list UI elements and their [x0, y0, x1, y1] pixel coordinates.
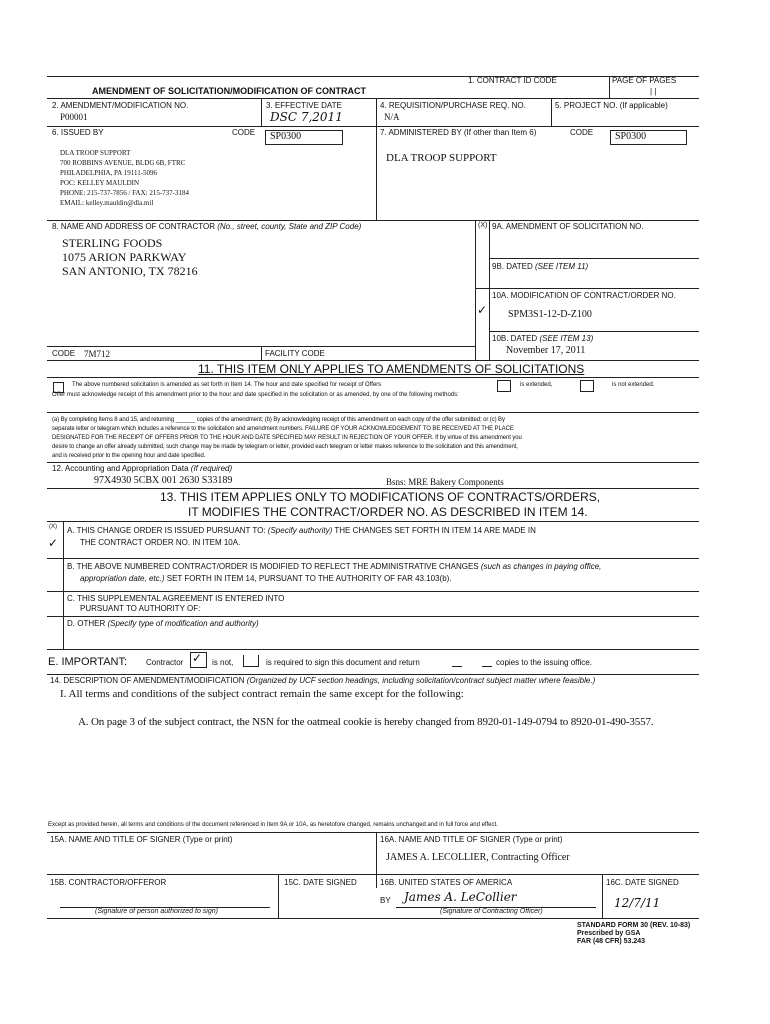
item-10b-value: November 17, 2011: [506, 345, 586, 356]
std-line: Prescribed by GSA: [577, 930, 641, 937]
item-13d-line: [67, 619, 259, 628]
item-13b-text-2: SET FORTH IN ITEM 14, PURSUANT TO THE AUTHORITY OF FAR 43.103(b).: [166, 574, 452, 583]
divider: [551, 98, 552, 126]
16a-value: JAMES A. LECOLLIER, Contracting Officer: [386, 852, 570, 863]
item-10a-label: 10A. MODIFICATION OF CONTRACT/ORDER NO.: [492, 291, 676, 300]
instruction-line: separate letter or telegram which includes a reference to the solicitation and amendment numbers. FAILURE OF YOUR ACKNOWLEDGEMENT TO BE RECEIVED AT THE PLACE: [52, 426, 514, 432]
divider: [475, 288, 699, 289]
divider: [47, 674, 699, 675]
facility-code-label: FACILITY CODE: [265, 349, 325, 358]
accounting-data-value: 97X4930 5CBX 001 2630 S33189: [94, 475, 233, 486]
divider: [47, 832, 699, 833]
standard-form-info: [577, 922, 690, 946]
16c-label: 16C. DATE SIGNED: [606, 878, 679, 887]
contractor-code-label: CODE: [52, 349, 76, 358]
x-column-label: (X): [49, 524, 57, 530]
by-label: BY: [380, 896, 391, 905]
15a-label: 15A. NAME AND TITLE OF SIGNER (Type or print): [50, 835, 233, 844]
item-10b-text: 10B. DATED: [492, 334, 538, 343]
item-10a-value: SPM3S1-12-D-Z100: [508, 309, 592, 320]
issuer-line: 700 ROBBINS AVENUE, BLDG 6B, FTRC: [60, 159, 186, 167]
15b-signature-caption: (Signature of person authorized to sign): [95, 908, 218, 915]
item-13b-line1: [67, 562, 601, 571]
item-9b-label: [492, 262, 588, 271]
extended-checkbox[interactable]: [497, 380, 511, 392]
divider: [489, 220, 490, 360]
item-9a-label: 9A. AMENDMENT OF SOLICITATION NO.: [492, 222, 644, 231]
divider: [609, 76, 610, 98]
contractor-line: 1075 ARION PARKWAY: [62, 250, 187, 264]
item-13b-italic: (such as changes in paying office,: [480, 562, 602, 571]
item-13-title-1: 13. THIS ITEM APPLIES ONLY TO MODIFICATIONS OF CONTRACTS/ORDERS,: [160, 490, 601, 504]
contractor-code-value: 7M712: [84, 349, 111, 359]
contractor-name-label: [52, 222, 361, 231]
divider: [47, 220, 699, 221]
accounting-description: Bsns: MRE Bakery Components: [386, 477, 504, 487]
item-13b-line2: [80, 574, 452, 583]
is-not-check: ✓: [192, 651, 203, 665]
item-13c-line2: PURSUANT TO AUTHORITY OF:: [80, 604, 201, 613]
item-13a-line1: [67, 526, 536, 535]
divider: [475, 220, 476, 360]
item-11-title: [198, 362, 584, 376]
contractor-line: SAN ANTONIO, TX 78216: [62, 264, 198, 278]
item-14-text: 14. DESCRIPTION OF AMENDMENT/MODIFICATION: [50, 676, 245, 685]
issuer-line: POC: KELLEY MAULDIN: [60, 179, 140, 187]
std-line: STANDARD FORM 30 (REV. 10-83): [577, 922, 691, 929]
divider: [47, 488, 699, 489]
item-10b-label: [492, 334, 593, 343]
item-11-line1: The above numbered solicitation is amended as set forth in Item 14. The hour and date specified for receipt of Offers: [72, 382, 382, 388]
item-10b-italic: (SEE ITEM 13): [539, 334, 594, 343]
copies-label: copies to the issuing office.: [496, 658, 592, 667]
item-9b-italic: (SEE ITEM 11): [534, 262, 589, 271]
date-signed-value: 12/7/11: [614, 896, 661, 910]
issuer-address: [60, 148, 189, 208]
x-column-label: (X): [478, 222, 488, 229]
divider: [47, 126, 699, 127]
item-13a-check: ✓: [48, 536, 59, 550]
divider: [376, 832, 377, 888]
item-11-line2: Offer must acknowledge receipt of this amendment prior to the hour and date specified in the solicitation or as amended, by one of the following methods:: [52, 392, 459, 398]
contractor-line: STERLING FOODS: [62, 236, 163, 250]
item-11-instructions: [52, 416, 522, 461]
item-14-label: [50, 676, 595, 685]
is-required-label: is required to sign this document and return: [266, 658, 420, 667]
divider: [261, 98, 262, 126]
divider: [376, 98, 377, 126]
divider: [47, 412, 699, 413]
extended-label: is extended,: [520, 382, 553, 388]
divider: [602, 874, 603, 918]
item-13d-italic: (Specify type of modification and authority): [107, 619, 259, 628]
except-statement: Except as provided herein, all terms and conditions of the document referenced in Item 9A or 10A, as heretofore changed, remains unchanged and in full force and effect.: [48, 822, 498, 828]
instruction-line: and is received prior to the opening hour and date specified.: [52, 453, 206, 459]
page-values: | |: [650, 87, 657, 96]
contractor-label: Contractor: [146, 658, 184, 667]
item-14-italic: (Organized by UCF section headings, including solicitation/contract subject matter where feasible.): [246, 676, 596, 685]
item-13-title-2: IT MODIFIES THE CONTRACT/ORDER NO. AS DESCRIBED IN ITEM 14.: [188, 505, 588, 519]
not-extended-label: is not extended.: [612, 382, 655, 388]
item-13a-rest: THE CHANGES SET FORTH IN ITEM 14 ARE MADE IN: [334, 526, 536, 535]
divider: [452, 666, 462, 667]
issuer-line: PHONE: 215-737-7856 / FAX: 215-737-3184: [60, 189, 189, 197]
page-label: PAGE OF PAGES: [612, 76, 677, 85]
amendment-no-label: 2. AMENDMENT/MODIFICATION NO.: [52, 101, 189, 110]
divider: [47, 558, 699, 559]
administered-by-value: DLA TROOP SUPPORT: [386, 152, 497, 164]
item-11-title-text: 11. THIS ITEM ONLY APPLIES TO AMENDMENTS OF SOLICITATIONS: [198, 362, 585, 376]
item-14-line1: I. All terms and conditions of the subject contract remain the same except for the following:: [60, 688, 464, 700]
not-extended-checkbox[interactable]: [580, 380, 594, 392]
item-12-italic: (If required): [190, 464, 233, 473]
divider: [47, 462, 699, 463]
item-14-line2: A. On page 3 of the subject contract, the NSN for the oatmeal cookie is hereby changed from 8920-01-149-0794 to 8920-01-490-3557.: [78, 716, 654, 728]
item-13b-italic-2: appropriation date, etc.): [80, 574, 165, 583]
15b-label: 15B. CONTRACTOR/OFFEROR: [50, 878, 167, 887]
contractor-name-label-text: 8. NAME AND ADDRESS OF CONTRACTOR: [52, 222, 215, 231]
divider: [482, 666, 492, 667]
item-13c-line1: C. THIS SUPPLEMENTAL AGREEMENT IS ENTERED INTO: [67, 594, 285, 603]
effective-date-value: DSC 7,2011: [270, 110, 343, 124]
contractor-name-label-italic: (No., street, county, State and ZIP Code): [217, 222, 362, 231]
16b-signature-caption: (Signature of Contracting Officer): [440, 908, 543, 915]
contractor-address: [62, 236, 198, 278]
project-label: 5. PROJECT NO. (If applicable): [555, 101, 668, 110]
divider: [47, 616, 699, 617]
administered-by-label: 7. ADMINISTERED BY (If other than Item 6): [380, 128, 537, 137]
contracting-officer-signature: James A. LeCollier: [404, 890, 517, 904]
issued-by-label: 6. ISSUED BY: [52, 128, 104, 137]
divider: [47, 98, 699, 99]
form-title: AMENDMENT OF SOLICITATION/MODIFICATION OF CONTRACT: [92, 86, 366, 96]
instruction-line: (a) By completing Items 8 and 15, and returning ______ copies of the amendment; (b) By acknowledging receipt of this amendment on each copy of the offer submitted; or (c) By: [52, 417, 505, 423]
admin-code-value: SP0300: [615, 131, 647, 142]
divider: [47, 649, 699, 650]
admin-code-label: CODE: [570, 128, 594, 137]
issued-code-label: CODE: [232, 128, 256, 137]
item-13b-text: B. THE ABOVE NUMBERED CONTRACT/ORDER IS MODIFIED TO REFLECT THE ADMINISTRATIVE CHANGES: [67, 562, 479, 571]
is-required-checkbox[interactable]: [243, 655, 259, 667]
divider: [278, 874, 279, 918]
item-13d-text: D. OTHER: [67, 619, 106, 628]
contract-id-label: 1. CONTRACT ID CODE: [468, 76, 557, 85]
issuer-line: PHILADELPHIA, PA 19111-5096: [60, 169, 158, 177]
divider: [489, 331, 699, 332]
requisition-label: 4. REQUISITION/PURCHASE REQ. NO.: [380, 101, 526, 110]
important-label: E. IMPORTANT:: [48, 656, 128, 668]
15c-label: 15C. DATE SIGNED: [284, 878, 357, 887]
divider: [47, 591, 699, 592]
divider: [47, 377, 699, 378]
divider: [47, 360, 699, 361]
issuer-line: DLA TROOP SUPPORT: [60, 149, 131, 157]
item-13a-line2: THE CONTRACT ORDER NO. IN ITEM 10A.: [80, 538, 241, 547]
16a-label: 16A. NAME AND TITLE OF SIGNER (Type or print): [380, 835, 563, 844]
divider: [489, 258, 699, 259]
divider: [47, 521, 699, 522]
issuer-line: EMAIL: kelley.mauldin@dla.mil: [60, 199, 154, 207]
issued-code-value: SP0300: [270, 131, 302, 142]
divider: [47, 918, 699, 919]
16b-label: 16B. UNITED STATES OF AMERICA: [380, 878, 513, 887]
is-not-label: is not,: [212, 658, 234, 667]
instruction-line: DESIGNATED FOR THE RECEIPT OF OFFERS PRIOR TO THE HOUR AND DATE SPECIFIED MAY RESULT IN REJECTION OF YOUR OFFER. If by virtue of this amendment you: [52, 435, 522, 441]
amendment-no-value: P00001: [60, 112, 88, 122]
top-border: [47, 76, 699, 77]
item-13a-italic: (Specify authority): [267, 526, 333, 535]
effective-date-label: 3. EFFECTIVE DATE: [266, 101, 342, 110]
item-12-label: [52, 464, 232, 473]
std-line: FAR (48 CFR) 53.243: [577, 938, 646, 945]
item-9b-text: 9B. DATED: [492, 262, 533, 271]
divider: [63, 521, 64, 649]
instruction-line: desire to change an offer already submitted, such change may be made by telegram or letter, provided each telegram or letter makes reference to the solicitation and this amendment,: [52, 444, 518, 450]
divider: [376, 126, 377, 220]
item-13a-text: A. THIS CHANGE ORDER IS ISSUED PURSUANT TO:: [67, 526, 266, 535]
divider: [261, 346, 262, 360]
item-12-text: 12. Accounting and Appropriation Data: [52, 464, 189, 473]
item-10a-check: ✓: [477, 303, 488, 317]
requisition-value: N/A: [384, 112, 400, 122]
